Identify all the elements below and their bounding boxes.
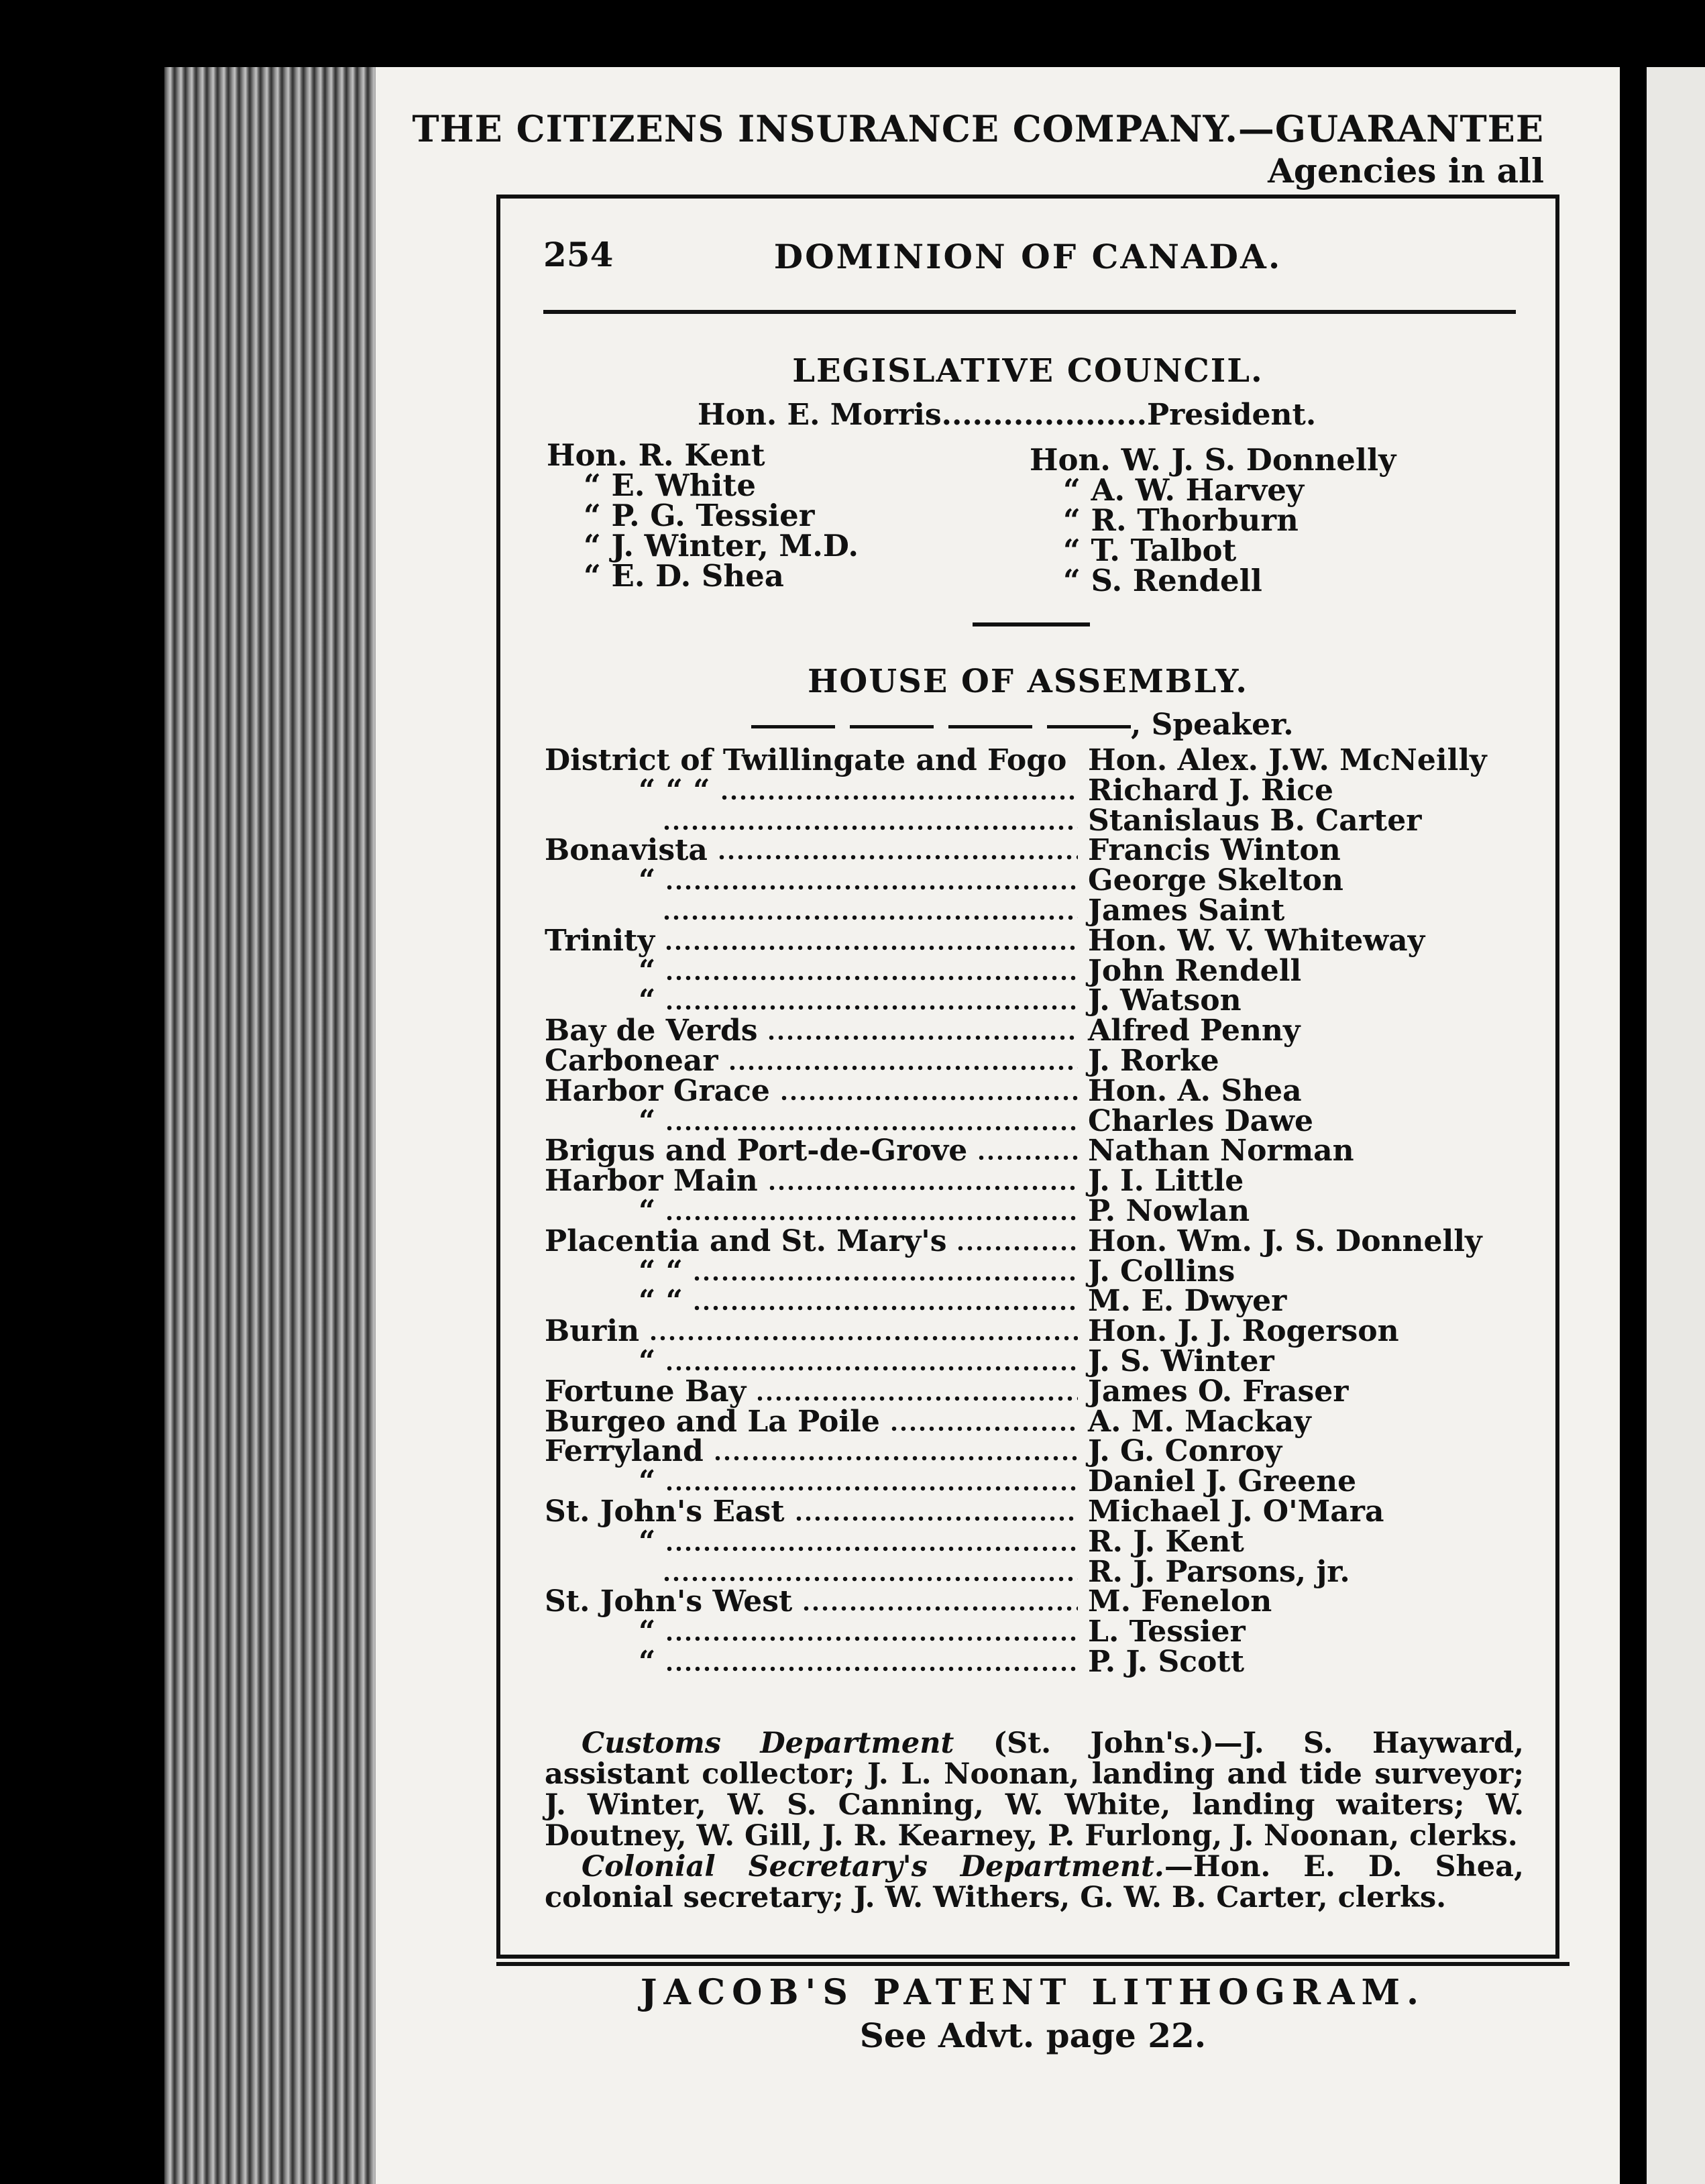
assembly-row (545, 983, 1537, 1018)
speaker-label: , Speaker. (1131, 708, 1294, 742)
assembly-row (545, 1494, 1537, 1529)
council-member: “ A. W. Harvey (1063, 472, 1304, 508)
district-name: Bay de Verds (545, 1014, 758, 1048)
assembly-row (545, 803, 1537, 838)
leader-dots (767, 1170, 1078, 1191)
leader-dots (662, 900, 1078, 920)
leader-dots (665, 1111, 1078, 1131)
member-name: Hon. W. V. Whiteway (1088, 923, 1425, 958)
district-name: “ (639, 1344, 656, 1378)
leader-dots (779, 1081, 1078, 1101)
member-name: P. J. Scott (1088, 1645, 1245, 1679)
member-name: Nathan Norman (1088, 1134, 1354, 1168)
member-name: Charles Dawe (1088, 1103, 1314, 1138)
leader-dots (665, 1201, 1078, 1221)
district-name: Burgeo and La Poile (545, 1404, 880, 1439)
president-line: Hon. E. Morris....................President. (698, 398, 1317, 432)
district-name: “ “ “ (639, 773, 710, 808)
leader-dots (662, 1562, 1078, 1582)
district-name: “ (639, 1645, 656, 1679)
council-left-column (547, 437, 859, 594)
leader-dots (665, 1531, 1078, 1551)
leader-dots (802, 1591, 1078, 1611)
council-member: “ E. D. Shea (584, 558, 784, 594)
speaker-line (751, 708, 1294, 742)
member-name: Daniel J. Greene (1088, 1464, 1357, 1499)
member-name: Hon. A. Shea (1088, 1073, 1302, 1108)
departments-notes (545, 1728, 1524, 1913)
district-name: “ (639, 953, 656, 988)
assembly-row (545, 773, 1537, 808)
leader-dots (889, 1411, 1078, 1431)
leader-dots (664, 930, 1078, 950)
council-member: “ S. Rendell (1063, 563, 1262, 598)
council-member: “ R. Thorburn (1063, 502, 1299, 538)
assembly-row (545, 1434, 1537, 1469)
book-page-edges (164, 67, 379, 2184)
speaker-blank (850, 725, 934, 728)
member-name: Richard J. Rice (1088, 773, 1333, 808)
district-name: Carbonear (545, 1044, 718, 1078)
colonial-paragraph (545, 1851, 1524, 1913)
leader-dots (665, 1621, 1078, 1641)
assembly-row (545, 1374, 1537, 1409)
assembly-row (545, 1136, 1537, 1166)
header-ad-line2: Agencies in all (1268, 151, 1544, 190)
assembly-row (545, 1103, 1537, 1138)
assembly-row (545, 1464, 1537, 1499)
leader-dots (665, 1651, 1078, 1672)
district-name: “ (639, 1615, 656, 1649)
assembly-row (545, 1284, 1537, 1319)
member-name: Francis Winton (1088, 833, 1341, 868)
district-name: Placentia and St. Mary's (545, 1223, 947, 1258)
member-name: L. Tessier (1088, 1615, 1246, 1649)
house-of-assembly-heading: HOUSE OF ASSEMBLY. (808, 663, 1248, 700)
leader-dots (665, 1351, 1078, 1371)
assembly-row (545, 1584, 1537, 1619)
council-member: “ J. Winter, M.D. (584, 528, 859, 563)
leader-dots (692, 1261, 1078, 1281)
page-number: 254 (543, 235, 614, 274)
customs-title: Customs Department (582, 1727, 954, 1760)
footer-ad-line2: See Advt. page 22. (859, 2016, 1207, 2055)
assembly-row (545, 893, 1537, 928)
district-name: St. John's East (545, 1494, 785, 1529)
member-name: John Rendell (1088, 953, 1302, 988)
district-name: Harbor Grace (545, 1073, 770, 1108)
leader-dots (977, 1140, 1078, 1160)
district-name: “ (639, 1194, 656, 1228)
member-name: M. Fenelon (1088, 1584, 1272, 1619)
district-name: “ (639, 1524, 656, 1559)
leader-dots (713, 1441, 1078, 1461)
member-name: James Saint (1088, 893, 1285, 928)
speaker-blank (751, 725, 835, 728)
assembly-row (545, 833, 1537, 868)
member-name: P. Nowlan (1088, 1194, 1250, 1228)
assembly-row (545, 953, 1537, 988)
assembly-row (545, 923, 1537, 958)
member-name: J. I. Little (1088, 1164, 1244, 1199)
leader-dots (728, 1050, 1078, 1071)
leader-dots (767, 1020, 1078, 1040)
member-name: J. Collins (1088, 1254, 1235, 1289)
leader-dots (1076, 750, 1078, 770)
council-member: “ P. G. Tessier (584, 498, 815, 533)
council-member: Hon. R. Kent (547, 437, 765, 473)
council-member: Hon. W. J. S. Donnelly (1030, 442, 1396, 478)
member-name: Hon. Wm. J. S. Donnelly (1088, 1223, 1482, 1258)
assembly-row (545, 1554, 1537, 1589)
member-name: R. J. Kent (1088, 1524, 1244, 1559)
footer-ad-line1: JACOB'S PATENT LITHOGRAM. (640, 1972, 1426, 2013)
assembly-row (545, 1404, 1537, 1439)
colonial-title: Colonial Secretary's Department. (582, 1850, 1164, 1883)
leader-dots (665, 1471, 1078, 1491)
running-head: DOMINION OF CANADA. (773, 237, 1282, 276)
customs-paragraph (545, 1728, 1524, 1851)
district-name: Trinity (545, 923, 655, 958)
assembly-row (545, 1046, 1537, 1077)
assembly-row (545, 1344, 1537, 1378)
assembly-row (545, 1166, 1537, 1197)
member-name: M. E. Dwyer (1088, 1284, 1287, 1319)
member-name: James O. Fraser (1088, 1374, 1349, 1409)
district-name: District of Twillingate and Fogo (545, 743, 1067, 777)
member-name: A. M. Mackay (1088, 1404, 1311, 1439)
leader-dots (720, 780, 1078, 800)
assembly-row (545, 1223, 1537, 1258)
assembly-row (545, 1617, 1537, 1647)
leader-dots (755, 1381, 1078, 1401)
member-name: J. G. Conroy (1088, 1434, 1282, 1469)
header-ad-line1: THE CITIZENS INSURANCE COMPANY.—GUARANTEE (412, 107, 1544, 150)
district-name: “ (639, 863, 656, 898)
council-member: “ E. White (584, 468, 756, 503)
district-name: Fortune Bay (545, 1374, 747, 1409)
member-name: J. Rorke (1088, 1044, 1219, 1078)
assembly-row (545, 1314, 1537, 1349)
district-name: “ “ (639, 1254, 683, 1289)
district-name: “ (639, 1464, 656, 1499)
member-name: Michael J. O'Mara (1088, 1494, 1384, 1529)
leader-dots (665, 870, 1078, 890)
leader-dots (665, 990, 1078, 1010)
leader-dots (649, 1321, 1078, 1341)
member-name: Hon. Alex. J.W. McNeilly (1088, 743, 1487, 777)
leader-dots (692, 1291, 1078, 1311)
leader-dots (956, 1231, 1078, 1251)
district-name: “ (639, 983, 656, 1018)
district-name: Brigus and Port-de-Grove (545, 1134, 968, 1168)
member-name: J. S. Winter (1088, 1344, 1274, 1378)
leader-dots (717, 840, 1078, 860)
head-rule (543, 310, 1516, 314)
member-name: R. J. Parsons, jr. (1088, 1554, 1350, 1589)
assembly-row (545, 1073, 1537, 1108)
member-name: Alfred Penny (1088, 1014, 1301, 1048)
leader-dots (662, 810, 1078, 830)
member-name: Stanislaus B. Carter (1088, 803, 1422, 838)
next-page-edge (1647, 67, 1705, 2184)
district-name: Harbor Main (545, 1164, 758, 1199)
assembly-row (545, 1254, 1537, 1289)
colonial-text: —Hon. E. D. Shea, colonial secretary; J. W. Withers, G. W. B. Carter, clerks. (545, 1850, 1524, 1914)
legislative-council-heading: LEGISLATIVE COUNCIL. (792, 352, 1264, 390)
district-name: Burin (545, 1314, 640, 1349)
section-divider (973, 622, 1090, 626)
district-name: St. John's West (545, 1584, 793, 1619)
district-name: “ “ (639, 1284, 683, 1319)
assembly-row (545, 743, 1537, 777)
member-name: J. Watson (1088, 983, 1242, 1018)
customs-text: (St. John's.)—J. S. Hayward, assistant collector; J. L. Noonan, landing and tide surveyor; J. Winter, W. S. Canning, W. White, landing waiters; W. Doutney, W. Gill, J. R. Kearney, P. Furlong, J. Noonan, clerks. (545, 1727, 1524, 1853)
assembly-row (545, 1524, 1537, 1559)
council-right-column (1030, 442, 1396, 598)
leader-dots (794, 1501, 1078, 1521)
assembly-row (545, 1647, 1537, 1678)
footer-ad-rule (496, 1962, 1570, 1966)
member-name: George Skelton (1088, 863, 1343, 898)
member-name: Hon. J. J. Rogerson (1088, 1314, 1399, 1349)
district-name: Bonavista (545, 833, 708, 868)
assembly-row (545, 863, 1537, 898)
assembly-row (545, 1194, 1537, 1228)
district-name: “ (639, 1103, 656, 1138)
assembly-row (545, 1016, 1537, 1046)
leader-dots (665, 961, 1078, 981)
speaker-blank (1047, 725, 1131, 728)
council-member: “ T. Talbot (1063, 533, 1237, 568)
district-name: Ferryland (545, 1434, 704, 1469)
speaker-blank (948, 725, 1032, 728)
